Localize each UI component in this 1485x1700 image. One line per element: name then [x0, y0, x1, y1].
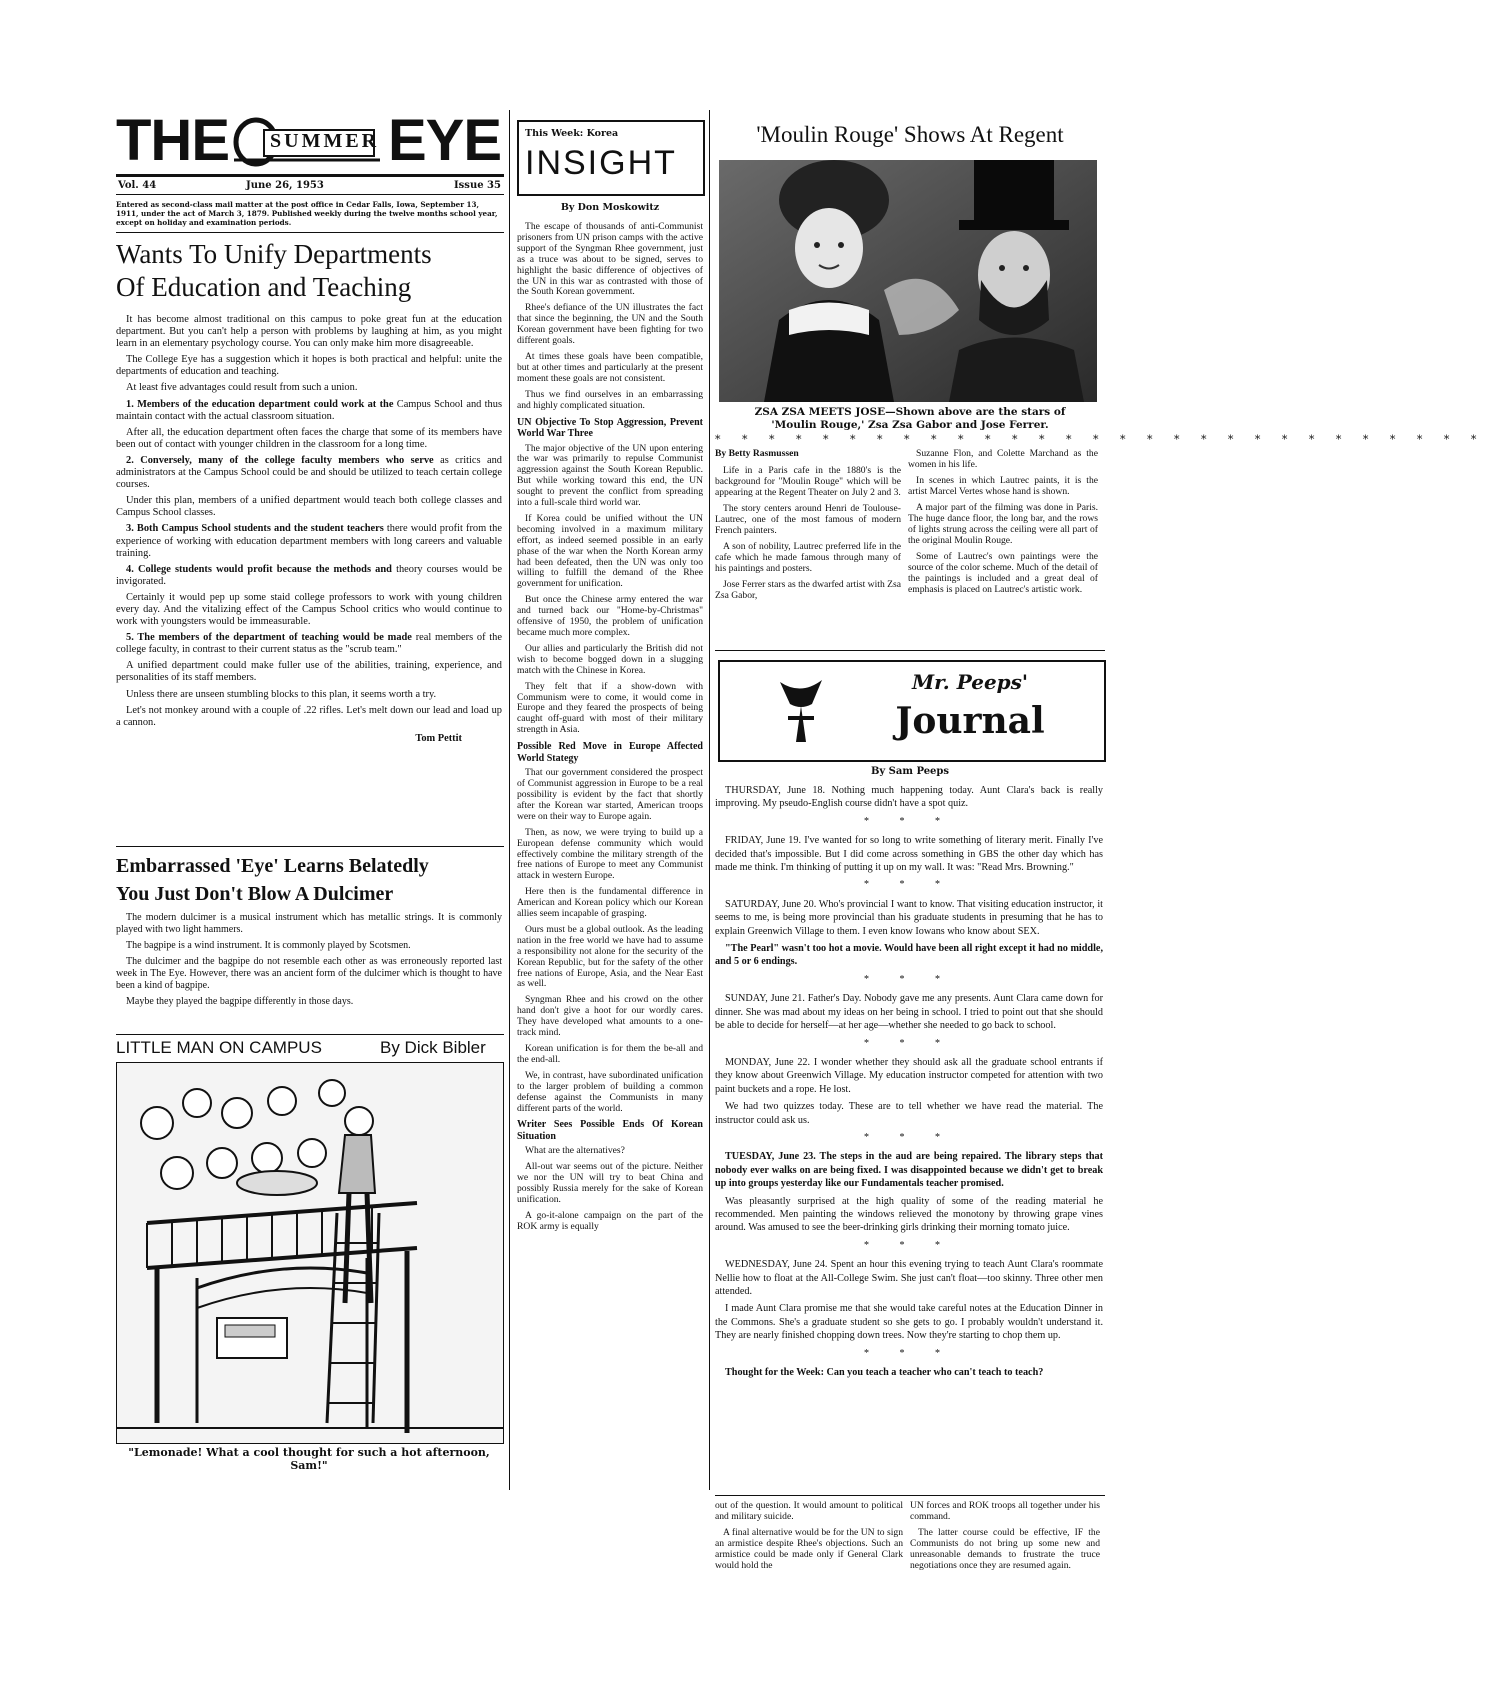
journal-title-line1: Mr. Peeps': [911, 670, 1029, 694]
journal-entry: THURSDAY, June 18. Nothing much happening today. Aunt Clara's back is really improving. My pseudo-English course didn't have a spot quiz.: [715, 785, 1103, 810]
moulin-caption-line1: ZSA ZSA MEETS JOSE—Shown above are the stars of: [754, 406, 1066, 418]
moulin-photo: [719, 160, 1097, 402]
editorial-paragraph: Let's not monkey around with a couple of .22 rifles. Let's melt down our lead and load up a cannon.: [116, 704, 502, 728]
editorial-paragraph: Under this plan, members of a unified department would teach both college classes and Campus School classes.: [116, 495, 502, 519]
masthead-volume: Vol. 44: [118, 180, 157, 191]
moulin-paragraph: The story centers around Henri de Toulouse-Lautrec, one of the most famous of modern French painters.: [715, 503, 901, 536]
journal-entry: WEDNESDAY, June 24. Spent an hour this evening trying to teach Aunt Clara's roommate Nellie how to float at the All-College Swim. She just can't float—too skinny. Three other men attended.: [715, 1259, 1103, 1297]
journal-separator: * * *: [864, 1037, 954, 1049]
insight-paragraph: At times these goals have been compatible, but at other times and particularly at the present moment these goals are not consistent.: [517, 350, 703, 384]
editorial-byline: Tom Pettit: [415, 732, 462, 744]
journal-entry: FRIDAY, June 19. I've wanted for so long to write something of literary merit. Finally I've decided that's impossible. But I did come across something in GBS the other day which has made me think. I'm thinking of putting it up on my wall. It was: "Read Mrs. Browning.": [715, 835, 1103, 874]
dulcimer-headline-line2: You Just Don't Blow A Dulcimer: [116, 883, 394, 905]
journal-byline: By Sam Peeps: [870, 766, 950, 777]
masthead-summer-overlay: SUMMER: [270, 130, 380, 152]
moulin-caption-line2: 'Moulin Rouge,' Zsa Zsa Gabor and Jose Ferrer.: [771, 418, 1049, 431]
moulin-star-divider: * * * * * * * * * * * * * * * * * * * * * * * * * * * * *: [715, 433, 1485, 446]
dulcimer-headline: [116, 852, 504, 908]
moulin-paragraph: Life in a Paris cafe in the 1880's is the background for "Moulin Rouge" which will be appearing at the Regent Theater on July 2 and 3.: [715, 465, 901, 498]
journal-entry: SATURDAY, June 20. Who's provincial I want to know. That visiting education instructor, it seems to me, is being more provincial than his graduate students in presuming that he has to explain Greenwich Village to them. I even know Iowans who know about SEX.: [715, 898, 1103, 937]
editorial-headline-line1: Wants To Unify Departments: [116, 239, 432, 269]
editorial-point-1: 1. Members of the education department could work at the Campus School and thus maintain contact with the actual classroom situation.: [116, 398, 502, 422]
journal-entry: MONDAY, June 22. I wonder whether they should ask all the graduate school entrants if they know about Greenwich Village. My education instructor competed for attention with two paint buckets and a rope. He lost.: [715, 1056, 1103, 1095]
moulin-col-1: [715, 448, 901, 606]
masthead-title-left: THE: [116, 108, 229, 173]
moulin-paragraph: A son of nobility, Lautrec preferred life in the cafe which he made famous through many of his paintings and posters.: [715, 541, 901, 574]
editorial-headline: [116, 238, 504, 304]
cartoon-caption-line1: "Lemonade! What a cool thought for such a hot afternoon,: [128, 1446, 490, 1459]
journal-entry-bold: TUESDAY, June 23. The steps in the aud are being repaired. The library steps that nobody ever walks on are being fixed. I was disappointed because we didn't get to break up into groups yesterday like our Fundamentals teacher promised.: [715, 1151, 1103, 1190]
editorial-point-4: 4. College students would profit because the methods and theory courses would be invigorated.: [116, 563, 502, 587]
editorial-paragraph: After all, the education department often faces the charge that some of its members have been out of contact with younger children in the classroom for a long time.: [116, 426, 502, 450]
journal-thought: Thought for the Week: Can you teach a teacher who can't teach to teach?: [725, 1367, 1044, 1379]
insight-paragraph: A go-it-alone campaign on the part of the ROK army is equally: [517, 1209, 703, 1232]
insight-subhead: UN Objective To Stop Aggression, Prevent World War Three: [517, 416, 703, 439]
cartoon-caption: [116, 1446, 502, 1472]
insight-paragraph: They felt that if a show-down with Communism were to come, it would come in Europe and they feared the prospects of being caught off-guard with most of their military strength in Asia.: [517, 680, 703, 736]
cartoon-caption-line2: Sam!": [290, 1459, 328, 1472]
journal-entry: Was pleasantly surprised at the high quality of some of the reading material he recommended. Men painting the windows relieved the monotony by throwing grape vines around. Was amused to see the beer-drinking girls drinking their morning tomato juice.: [715, 1195, 1103, 1234]
dulcimer-body: [116, 912, 502, 1012]
journal-entry: I made Aunt Clara promise me that she would take careful notes at the Education Dinner in the Commons. She's a graduate student so she gets to go. I probably wouldn't understand it. They are nearly finished chopping down trees. Now they're starting to chop them up.: [715, 1303, 1103, 1342]
insight-paragraph: Korean unification is for them the be-all and the end-all.: [517, 1043, 703, 1065]
entered-notice: Entered as second-class mail matter at the post office in Cedar Falls, Iowa, September 13, 1911, under the act of March 3, 1879. Published weekly during the twelve months school year, except on holiday and examination periods.: [116, 200, 498, 227]
insight-paragraph: What are the alternatives?: [525, 1145, 625, 1157]
journal-separator: * * *: [864, 1347, 954, 1359]
editorial-headline-line2: Of Education and Teaching: [116, 272, 412, 302]
dulcimer-paragraph: The dulcimer and the bagpipe do not resemble each other as was erroneously reported last week in The Eye. However, there was an ancient form of the dulcimer which is thought to have been a kind of bagpipe.: [116, 956, 502, 991]
journal-entry: SUNDAY, June 21. Father's Day. Nobody gave me any presents. Aunt Clara came down for dinner. She was mad about my ideas on her being in school. I tried to point out that she should be able to decide for herself—at her age—whether she needed to go back to school.: [715, 993, 1103, 1032]
journal-title-line2: Journal: [895, 700, 1045, 742]
insight-title: INSIGHT: [525, 144, 677, 182]
editorial-paragraph: Certainly it would pep up some staid college professors to work with young children every day. And the vitalizing effect of the Campus School critics who would continue to work with youngsters would be immeasurable.: [116, 591, 502, 628]
masthead-issue: Issue 35: [454, 180, 501, 191]
moulin-headline: 'Moulin Rouge' Shows At Regent: [756, 122, 1064, 147]
editorial-point-5: 5. The members of the department of teaching would be made real members of the college faculty, in contrast to their current status as the "scrub team.": [116, 632, 502, 656]
journal-separator: * * *: [864, 1239, 954, 1251]
cartoon-author: By Dick Bibler: [380, 1038, 486, 1057]
insight-paragraph: If Korea could be unified without the UN becoming involved in a maximum military effort, as indeed seemed possible in an early phase of the war when the North Korean army had been defeated, then the UN was only too willing to fulfill the demand of the Rhee government for unification.: [517, 512, 703, 590]
editorial-paragraph: A unified department could make fuller use of the abilities, training, experience, and personalities of its staff members.: [116, 660, 502, 684]
journal-separator: * * *: [864, 815, 954, 827]
journal-separator: * * *: [864, 879, 954, 891]
cartoon-strip-title: LITTLE MAN ON CAMPUS: [116, 1038, 322, 1057]
insight-paragraph: The escape of thousands of anti-Communist prisoners from UN prison camps with the active support of the Syngman Rhee government, just as a truce was about to be signed, serves to highlight the basic difference of objectives of the UN in this war as contrasted with those of the South Korean government.: [517, 221, 703, 298]
journal-separator: * * *: [864, 1131, 954, 1143]
insight-paragraph: Thus we find ourselves in an embarrassing and highly complicated situation.: [517, 388, 703, 411]
insight-continued-paragraph: out of the question. It would amount to political and military suicide.: [715, 1500, 903, 1522]
journal-entry: We had two quizzes today. These are to tell whether we have read the material. The instructor could ask us.: [715, 1101, 1103, 1126]
insight-box: [517, 120, 705, 196]
moulin-byline: By Betty Rasmussen: [715, 448, 799, 459]
editorial-paragraph: At least five advantages could result from such a union.: [126, 382, 358, 394]
insight-continued-paragraph: A final alternative would be for the UN to sign an armistice despite Rhee's objections. Such an armistice could be made only if General Clark would hold the: [715, 1527, 903, 1571]
moulin-paragraph: In scenes in which Lautrec paints, it is the artist Marcel Vertes whose hand is shown.: [908, 475, 1098, 497]
dulcimer-headline-line1: Embarrassed 'Eye' Learns Belatedly: [116, 855, 429, 877]
dulcimer-paragraph: The modern dulcimer is a musical instrument which has metallic strings. It is commonly played with two light hammers.: [116, 912, 502, 935]
insight-paragraph: We, in contrast, have subordinated unification to the larger problem of building a common defense against the Communists in many different parts of the world.: [517, 1069, 703, 1114]
moulin-caption: [715, 406, 1105, 431]
insight-paragraph: Here then is the fundamental difference in American and Korean policy which our Korean allies seem incapable of grasping.: [517, 886, 703, 920]
insight-paragraph: But once the Chinese army entered the war and turned back our "Home-by-Christmas" offensive of 1950, the problem of unification became much more complex.: [517, 594, 703, 638]
insight-kicker: This Week: Korea: [525, 128, 619, 139]
editorial-point-3: 3. Both Campus School students and the student teachers there would profit from the experience of working with education department members with long careers and valuable training.: [116, 523, 502, 559]
editorial-point-2: 2. Conversely, many of the college faculty members who serve as critics and administrators at the Campus School could be and should be utilized to teach certain college courses.: [116, 454, 502, 491]
masthead-date: June 26, 1953: [246, 180, 324, 191]
moulin-paragraph: Jose Ferrer stars as the dwarfed artist with Zsa Zsa Gabor,: [715, 579, 901, 601]
moulin-paragraph: A major part of the filming was done in Paris. The huge dance floor, the long bar, and the rows of lights strung across the ceiling were all part of the original Moulin Rouge.: [908, 502, 1098, 546]
insight-paragraph: The major objective of the UN upon entering the war was primarily to repulse Communist aggression against the South Korean Republic. But while working toward this end, the UN sought to prevent the conflict from spreading into a full-scale third world war.: [517, 442, 703, 509]
editorial-paragraph: The College Eye has a suggestion which it hopes is both practical and helpful: unite the departments of education and teaching.: [116, 354, 502, 378]
moulin-paragraph: Some of Lautrec's own paintings were the source of the color scheme. Much of the detail of the paintings is included and a great deal of emphasis is placed on Lautrec's artistic work.: [908, 551, 1098, 595]
dulcimer-paragraph: Maybe they played the bagpipe differently in those days.: [126, 996, 354, 1007]
insight-paragraph: Ours must be a global outlook. As the leading nation in the free world we have had to assume a responsibility not alone for the security of the Korean Republic, but for the safety of the other free nations of Europe, Asia, and the Near East as well.: [517, 923, 703, 990]
quill-pen-icon: [776, 676, 826, 744]
editorial-paragraph: Unless there are unseen stumbling blocks to this plan, it seems worth a try.: [126, 688, 437, 700]
insight-subhead: Possible Red Move in Europe Affected World Stategy: [517, 741, 703, 764]
masthead-title-right: EYE: [388, 108, 502, 173]
cartoon-drawing: [116, 1062, 504, 1444]
editorial-body: [116, 314, 502, 745]
insight-paragraph: That our government considered the prospect of Communist aggression in Europe to be a real possibility is evident by the fact that shortly after the Korean war started, American troops were on their way to Europe again.: [517, 767, 703, 822]
journal-entry-bold: "The Pearl" wasn't too hot a movie. Would have been all right except it had no middle, and 5 or 6 endings.: [715, 943, 1103, 968]
dulcimer-paragraph: The bagpipe is a wind instrument. It is commonly played by Scotsmen.: [126, 940, 411, 951]
insight-paragraph: Syngman Rhee and his crowd on the other hand don't give a hoot for our wordly cares. They have developed what amounts to a one-track mind.: [517, 994, 703, 1039]
masthead-college-logo: [234, 114, 380, 166]
insight-continued-col-1: [715, 1500, 903, 1576]
insight-continued-paragraph: The latter course could be effective, IF the Communists do not bring up some new and unreasonable demands to frustrate the truce negotiations once they are resumed again.: [910, 1527, 1100, 1571]
insight-paragraph: Our allies and particularly the British did not wish to become bogged down in a slugging match with the Chinese in Korea.: [517, 642, 703, 676]
insight-subhead: Writer Sees Possible Ends Of Korean Situation: [517, 1119, 703, 1142]
insight-paragraph: All-out war seems out of the picture. Neither we nor the UN will try to beat China and possibly Russia merely for the sake of Korean unification.: [517, 1161, 703, 1206]
insight-body: [517, 222, 703, 1238]
insight-paragraph: Then, as now, we were trying to build up a European defense community which would effectively combine the military strength of the free nations of Europe to meet any Communist attack in western Europe.: [517, 826, 703, 882]
moulin-paragraph: Suzanne Flon, and Colette Marchand as the women in his life.: [908, 448, 1098, 470]
moulin-col-2: [908, 448, 1098, 600]
journal-header-box: [718, 660, 1106, 762]
journal-body: [715, 784, 1103, 1383]
editorial-paragraph: It has become almost traditional on this campus to poke great fun at the education department. But you can't help a person with problems by laughing at him, as you might learn in an elementary psychology course. You can only make him more disagreeable.: [116, 314, 502, 350]
insight-byline: By Don Moskowitz: [560, 202, 660, 213]
insight-continued-col-2: [910, 1500, 1100, 1576]
insight-paragraph: Rhee's defiance of the UN illustrates the fact that since the beginning, the UN and the South Korean government have been fighting for two different goals.: [517, 302, 703, 347]
insight-continued-paragraph: UN forces and ROK troops all together under his command.: [910, 1500, 1100, 1522]
journal-separator: * * *: [864, 973, 954, 985]
